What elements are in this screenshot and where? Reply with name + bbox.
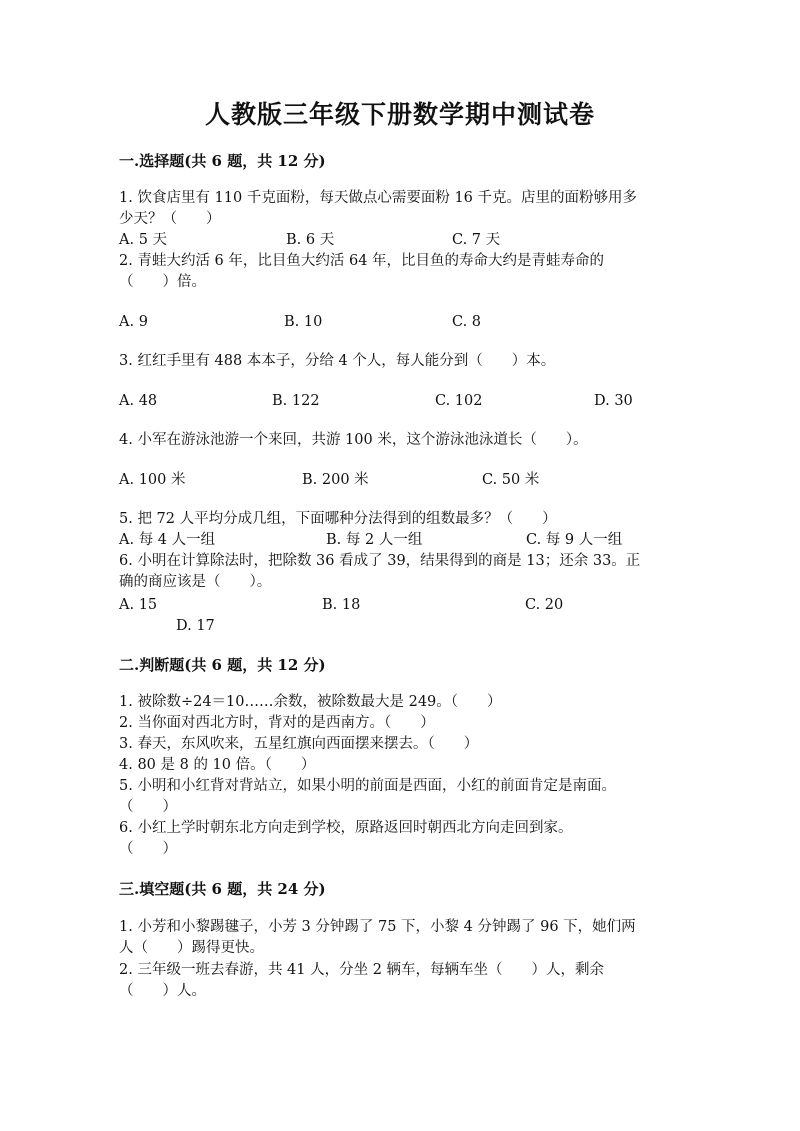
- option-b: B. 18: [322, 597, 361, 613]
- question-text: （ ）: [119, 799, 177, 815]
- option-b: B. 10: [284, 314, 323, 330]
- question-text: 人（ ）踢得更快。: [119, 940, 264, 956]
- section-heading-judge: 二.判断题(共 6 题，共 12 分): [119, 656, 326, 674]
- option-c: C. 每 9 人一组: [526, 532, 623, 548]
- question-text: 3. 春天，东风吹来，五星红旗向西面摆来摆去。（ ）: [119, 736, 479, 752]
- option-a: A. 每 4 人一组: [119, 532, 216, 548]
- question-text: 1. 小芳和小黎踢毽子，小芳 3 分钟踢了 75 下，小黎 4 分钟踢了 96 下，她们两: [119, 919, 636, 935]
- option-a: A. 48: [119, 393, 158, 409]
- option-c: C. 7 天: [452, 232, 501, 248]
- section-heading-fill: 三.填空题(共 6 题，共 24 分): [119, 880, 326, 898]
- question-text: （ ）倍。: [119, 274, 206, 290]
- question-text: 6. 小红上学时朝东北方向走到学校，原路返回时朝西北方向走回到家。: [119, 820, 573, 836]
- option-b: B. 6 天: [286, 232, 335, 248]
- option-c: C. 8: [452, 314, 482, 330]
- section-heading-choice: 一.选择题(共 6 题，共 12 分): [119, 152, 326, 170]
- question-text: 3. 红红手里有 488 本本子，分给 4 个人，每人能分到（ ）本。: [119, 353, 556, 369]
- option-a: A. 5 天: [119, 232, 168, 248]
- option-c: C. 50 米: [482, 472, 540, 488]
- option-c: C. 20: [525, 597, 564, 613]
- question-text: 4. 小军在游泳池游一个来回，共游 100 米，这个游泳池泳道长（ ）。: [119, 432, 588, 448]
- question-text: （ ）: [119, 841, 177, 857]
- question-text: 5. 把 72 人平均分成几组，下面哪种分法得到的组数最多？（ ）: [119, 511, 557, 527]
- question-text: 6. 小明在计算除法时，把除数 36 看成了 39，结果得到的商是 13；还余 33。正: [119, 553, 641, 569]
- option-d: D. 17: [176, 618, 215, 634]
- option-b: B. 200 米: [302, 472, 369, 488]
- option-b: B. 每 2 人一组: [326, 532, 423, 548]
- option-a: A. 100 米: [119, 472, 186, 488]
- question-text: 1. 被除数÷24＝10……余数，被除数最大是 249。（ ）: [119, 694, 502, 710]
- option-c: C. 102: [435, 393, 483, 409]
- option-a: A. 15: [119, 597, 158, 613]
- question-text: 2. 当你面对西北方时，背对的是西南方。（ ）: [119, 715, 435, 731]
- page-title: 人教版三年级下册数学期中测试卷: [204, 100, 595, 129]
- option-d: D. 30: [594, 393, 633, 409]
- question-text: 5. 小明和小红背对背站立，如果小明的前面是西面，小红的前面肯定是南面。: [119, 778, 616, 794]
- option-b: B. 122: [272, 393, 320, 409]
- option-a: A. 9: [119, 314, 148, 330]
- question-text: 少天？（ ）: [119, 211, 221, 227]
- question-text: 2. 青蛙大约活 6 年，比目鱼大约活 64 年，比目鱼的寿命大约是青蛙寿命的: [119, 253, 605, 269]
- question-text: 4. 80 是 8 的 10 倍。（ ）: [119, 757, 316, 773]
- question-text: 2. 三年级一班去春游，共 41 人，分坐 2 辆车，每辆车坐（ ）人，剩余: [119, 962, 605, 978]
- question-text: 1. 饮食店里有 110 千克面粉，每天做点心需要面粉 16 千克。店里的面粉够用多: [119, 190, 638, 206]
- question-text: 确的商应该是（ ）。: [119, 574, 272, 590]
- question-text: （ ）人。: [119, 983, 206, 999]
